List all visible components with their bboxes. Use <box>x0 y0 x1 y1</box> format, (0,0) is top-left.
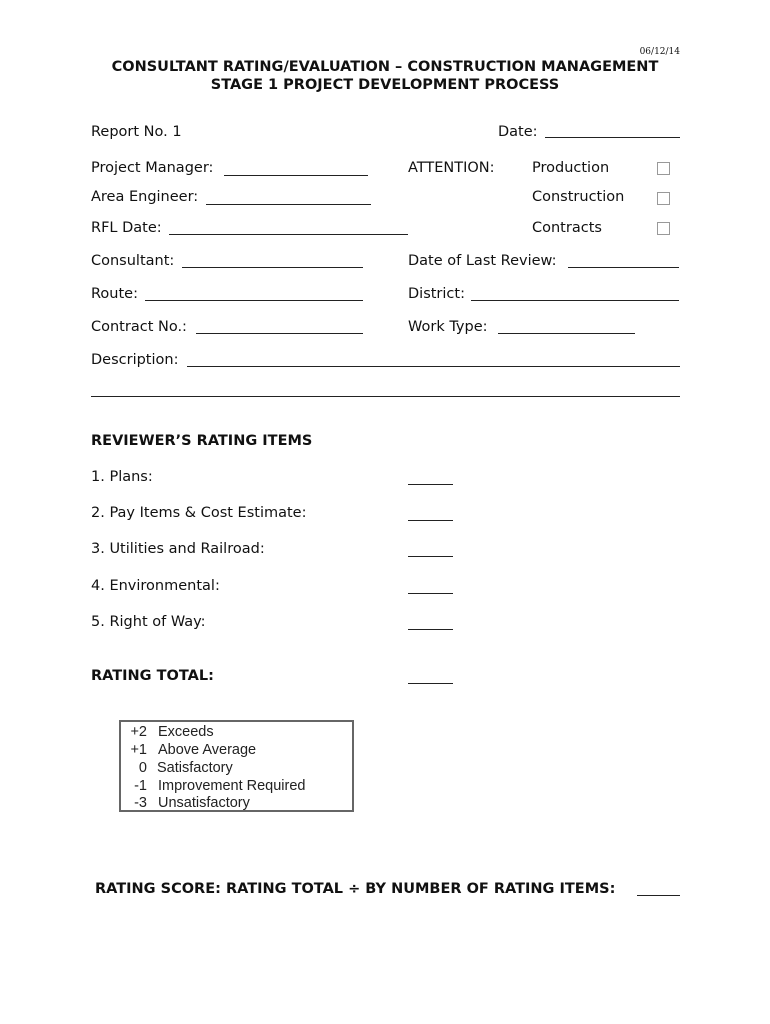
route-label: Route: <box>91 286 138 302</box>
attention-label: ATTENTION: <box>408 160 495 176</box>
project-manager-field[interactable] <box>224 175 368 176</box>
rating-item-plans: 1. Plans: <box>91 469 153 485</box>
rating-score-field[interactable] <box>637 895 680 896</box>
report-number: Report No. 1 <box>91 124 182 140</box>
date-last-review-label: Date of Last Review: <box>408 253 557 269</box>
legend-label: Unsatisfactory <box>158 795 250 811</box>
contracts-label: Contracts <box>532 220 602 236</box>
rating-environmental-field[interactable] <box>408 593 453 594</box>
rating-item-right-of-way: 5. Right of Way: <box>91 614 206 630</box>
form-title-line1: CONSULTANT RATING/EVALUATION – CONSTRUCTION MANAGEMENT <box>111 59 659 75</box>
rfl-date-label: RFL Date: <box>91 220 162 236</box>
legend-label: Exceeds <box>158 724 214 740</box>
area-engineer-field[interactable] <box>206 204 371 205</box>
date-label: Date: <box>498 124 538 140</box>
rating-legend <box>119 720 354 812</box>
construction-checkbox[interactable] <box>657 192 670 205</box>
contract-no-label: Contract No.: <box>91 319 187 335</box>
consultant-label: Consultant: <box>91 253 175 269</box>
project-manager-label: Project Manager: <box>91 160 214 176</box>
contract-no-field[interactable] <box>196 333 363 334</box>
consultant-field[interactable] <box>182 267 363 268</box>
production-label: Production <box>532 160 610 176</box>
legend-label: Satisfactory <box>157 760 233 776</box>
rating-total-label: RATING TOTAL: <box>91 668 214 684</box>
construction-label: Construction <box>532 189 625 205</box>
rating-score-label: RATING SCORE: RATING TOTAL ÷ BY NUMBER OF RATING ITEMS: <box>95 881 616 897</box>
rating-utilities-field[interactable] <box>408 556 453 557</box>
legend-value: +1 <box>130 742 147 758</box>
legend-value: -1 <box>134 778 147 794</box>
legend-value: -3 <box>134 795 147 811</box>
district-label: District: <box>408 286 465 302</box>
rating-item-pay-items: 2. Pay Items & Cost Estimate: <box>91 505 307 521</box>
rating-heading: REVIEWER’S RATING ITEMS <box>91 433 313 449</box>
contracts-checkbox[interactable] <box>657 222 670 235</box>
description-field[interactable] <box>187 366 680 367</box>
rating-plans-field[interactable] <box>408 484 453 485</box>
legend-label: Above Average <box>158 742 257 758</box>
date-last-review-field[interactable] <box>568 267 679 268</box>
route-field[interactable] <box>145 300 363 301</box>
work-type-label: Work Type: <box>408 319 488 335</box>
description-field-line2[interactable] <box>91 396 680 397</box>
date-field[interactable] <box>545 137 680 138</box>
revision-date: 06/12/14 <box>639 47 680 57</box>
rating-total-field[interactable] <box>408 683 453 684</box>
legend-value: +2 <box>130 724 147 740</box>
description-label: Description: <box>91 352 179 368</box>
rating-pay-items-field[interactable] <box>408 520 453 521</box>
legend-label: Improvement Required <box>158 778 306 794</box>
work-type-field[interactable] <box>498 333 635 334</box>
form-title-line2: STAGE 1 PROJECT DEVELOPMENT PROCESS <box>210 77 560 93</box>
rfl-date-field[interactable] <box>169 234 408 235</box>
rating-item-environmental: 4. Environmental: <box>91 578 220 594</box>
rating-item-utilities: 3. Utilities and Railroad: <box>91 541 265 557</box>
legend-value: 0 <box>138 760 147 776</box>
production-checkbox[interactable] <box>657 162 670 175</box>
area-engineer-label: Area Engineer: <box>91 189 199 205</box>
district-field[interactable] <box>471 300 679 301</box>
rating-right-of-way-field[interactable] <box>408 629 453 630</box>
